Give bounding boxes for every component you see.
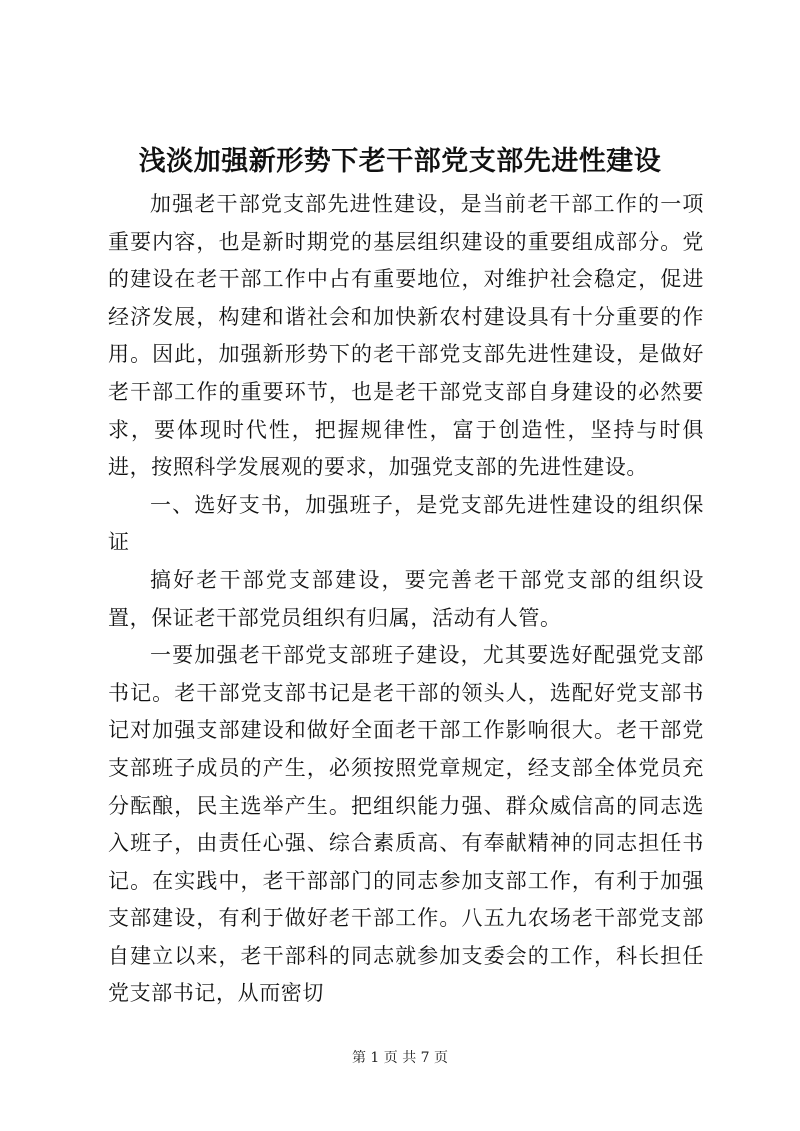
paragraph-organization: 搞好老干部党支部建设，要完善老干部党支部的组织设置，保证老干部党员组织有归属，活动有人管。 [108, 567, 704, 630]
document-title: 浅淡加强新形势下老干部党支部先进性建设 [138, 146, 662, 177]
paragraph-intro: 加强老干部党支部先进性建设，是当前老干部工作的一项重要内容，也是新时期党的基层组织建设的重要组成部分。党的建设在老干部工作中占有重要地位，对维护社会稳定，促进经济发展，构建和谐社会和加快新农村建设具有十分重要的作用。因此，加强新形势下的老干部党支部先进性建设，是做好老干部工作的重要环节，也是老干部党支部自身建设的必然要求，要体现时代性，把握规律性，富于创造性，坚持与时俱进，按照科学发展观的要求，加强党支部的先进性建设。 [108, 192, 704, 480]
section-heading-1: 一、选好支书，加强班子，是党支部先进性建设的组织保证 [108, 492, 704, 555]
page-footer: 第 1 页 共 7 页 [351, 1050, 449, 1066]
document-body [108, 186, 704, 1013]
paragraph-leadership: 一要加强老干部党支部班子建设，尤其要选好配强党支部书记。老干部党支部书记是老干部的领头人，选配好党支部书记对加强支部建设和做好全面老干部工作影响很大。老干部党支部班子成员的产生，必须按照党章规定，经支部全体党员充分酝酿，民主选举产生。把组织能力强、群众威信高的同志选入班子，由责任心强、综合素质高、有奉献精神的同志担任书记。在实践中，老干部部门的同志参加支部工作，有利于加强支部建设，有利于做好老干部工作。八五九农场老干部党支部自建立以来，老干部科的同志就参加支委会的工作，科长担任党支部书记，从而密切 [108, 643, 704, 1006]
